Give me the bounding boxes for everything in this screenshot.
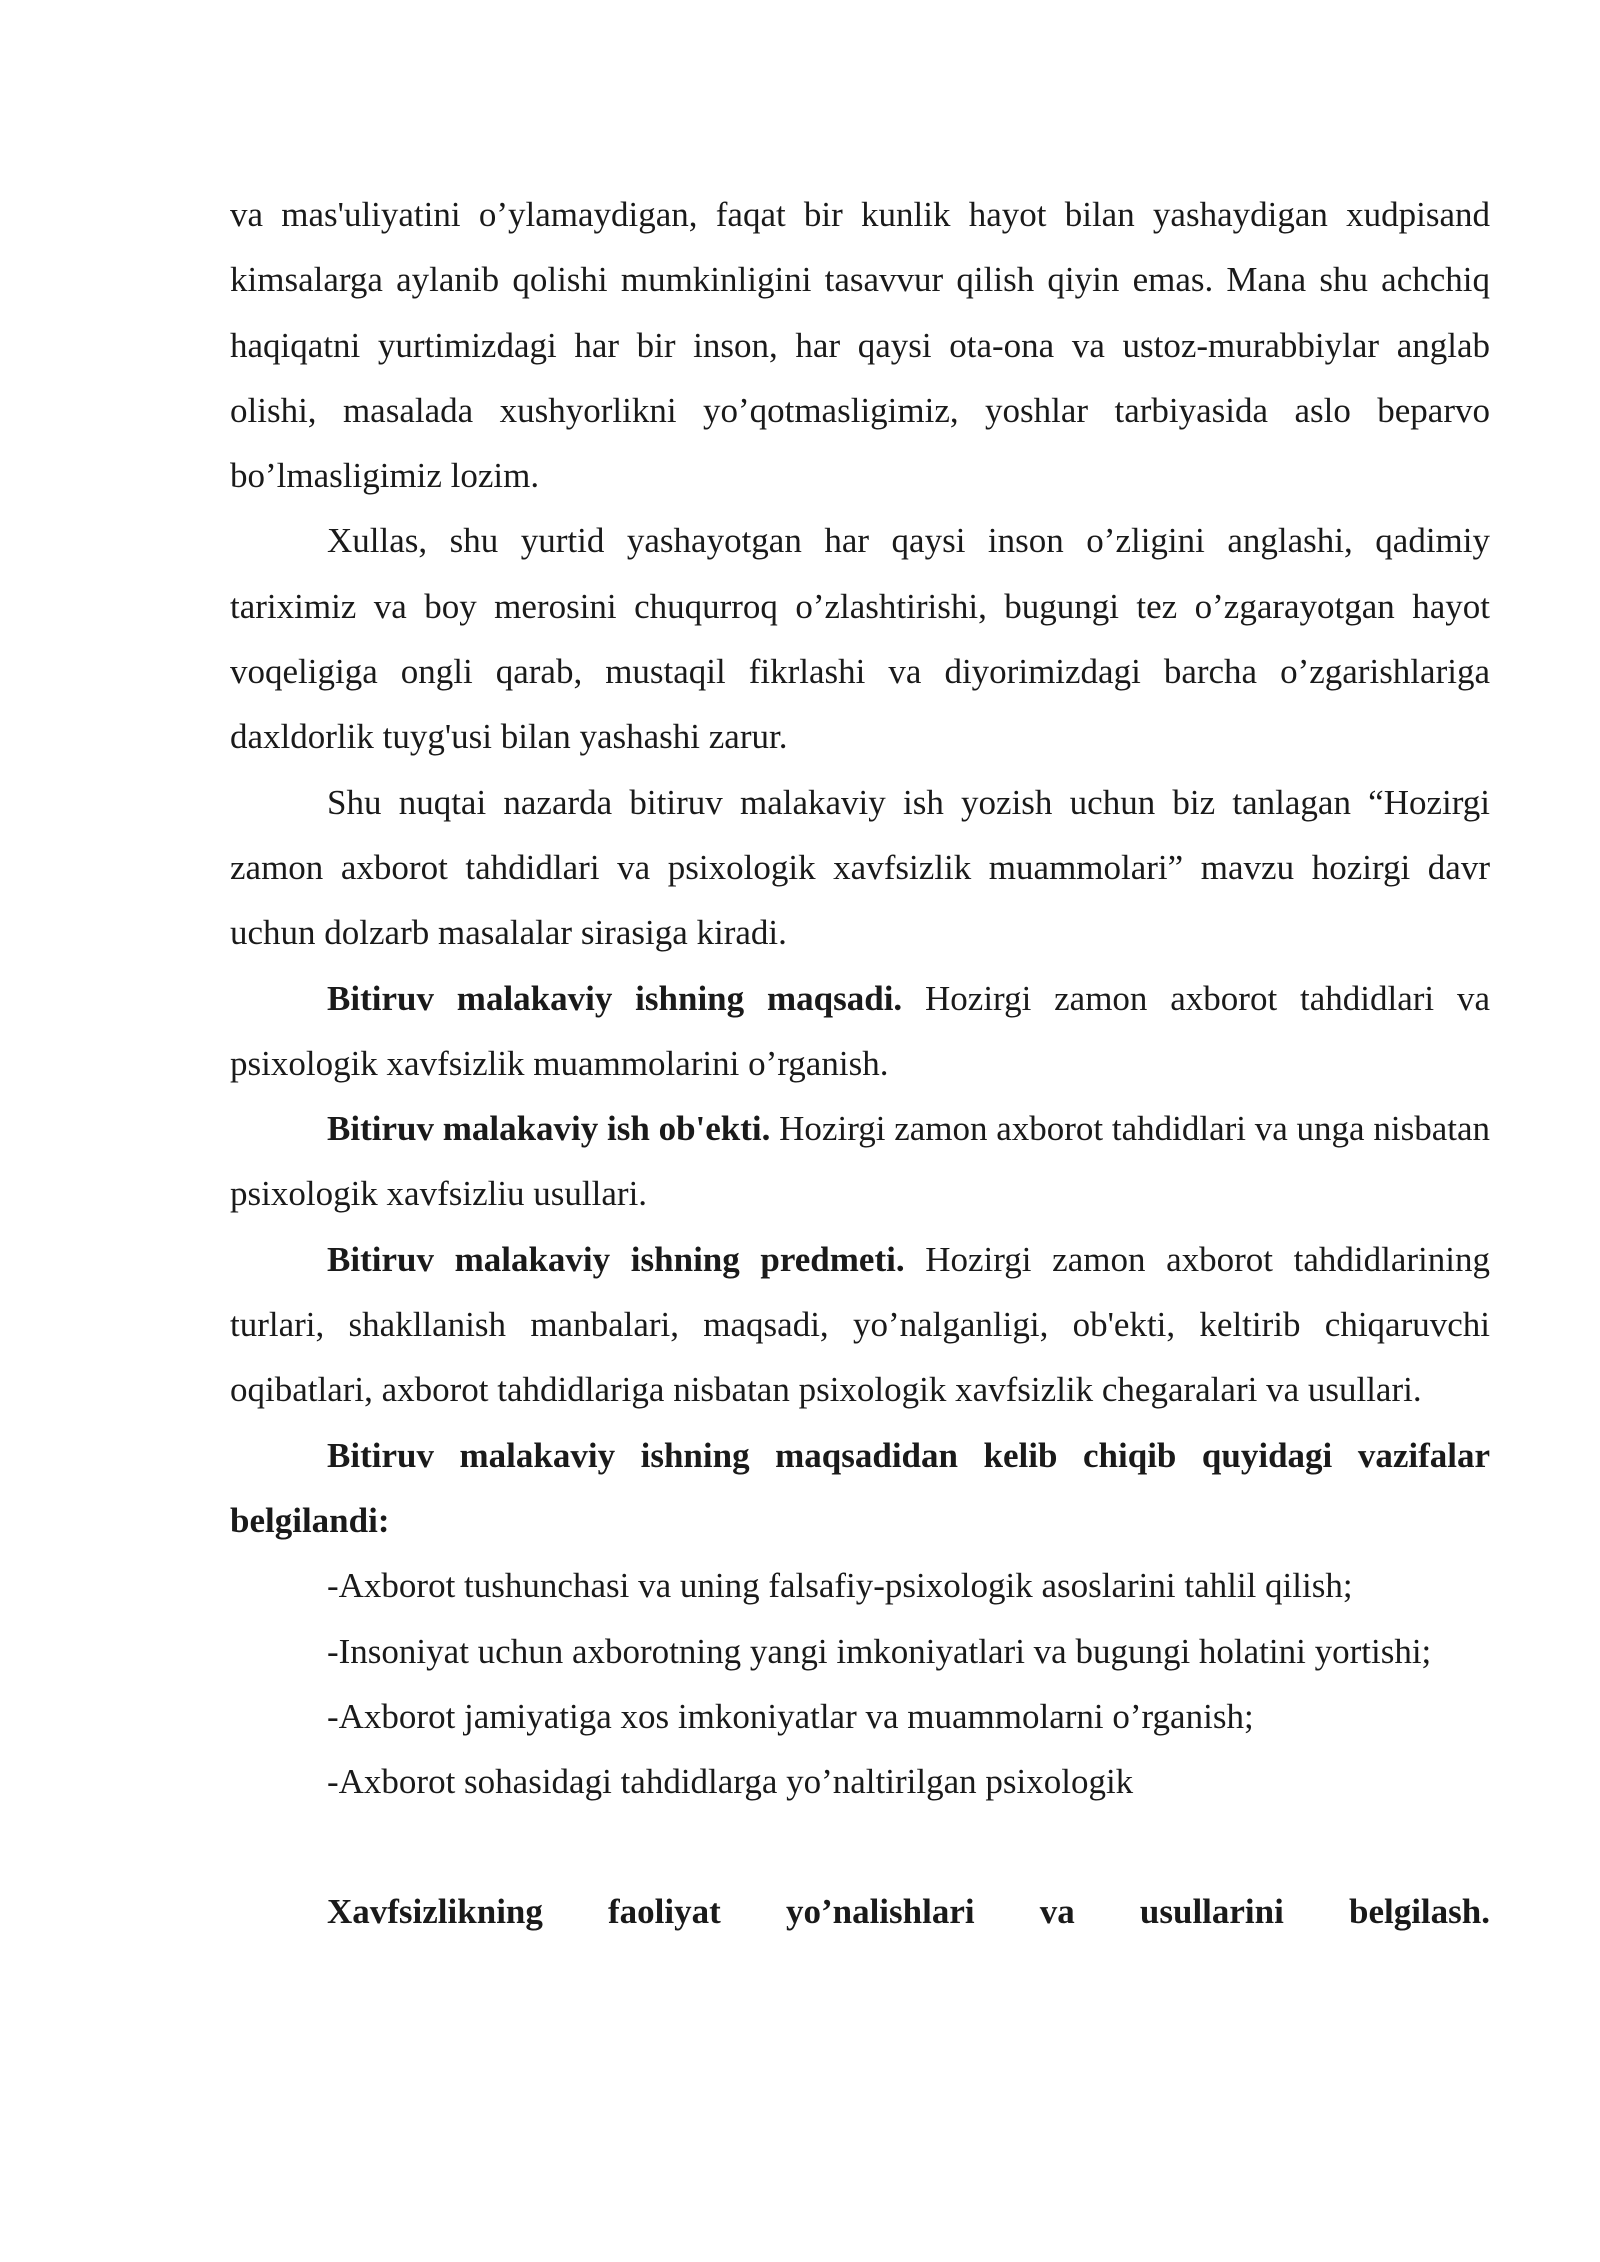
subject-label: Bitiruv malakaviy ishning predmeti. xyxy=(327,1239,905,1279)
document-page xyxy=(230,182,1490,1945)
goal-text: Hozirgi zamon axborot tahdidlari va psixologik xavfsizlik muammolarini o’rganish. xyxy=(230,978,1490,1083)
subject-text: Hozirgi zamon axborot tahdidlarining turlari, shakllanish manbalari, maqsadi, yo’nalganligi, ob'ekti, keltirib chiqaruvchi oqibatlari, axborot tahdidlariga nisbatan psixologik xavfsizlik chegaralari va usullari. xyxy=(230,1239,1490,1410)
tasks-heading: Bitiruv malakaviy ishning maqsadidan kelib chiqib quyidagi vazifalar belgilandi: xyxy=(230,1435,1490,1540)
object-label: Bitiruv malakaviy ish ob'ekti. xyxy=(327,1109,771,1149)
task-item: -Axborot tushunchasi va uning falsafiy-psixologik asoslarini tahlil qilish; xyxy=(327,1566,1353,1606)
paragraph-goal xyxy=(230,966,1490,1097)
object-text: Hozirgi zamon axborot tahdidlari va unga nisbatan psixologik xavfsizliu usullari. xyxy=(230,1109,1490,1214)
paragraph-identity: Xullas, shu yurtid yashayotgan har qaysi inson o’zligini anglashi, qadimiy tariximiz va boy merosini chuqurroq o’zlashtirishi, bugungi tez o’zgarayotgan hayot voqeligiga ongli qarab, mustaqil fikrlashi va diyorimizdagi barcha o’zgarishlariga daxldorlik tuyg'usi bilan yashashi zarur. xyxy=(230,521,1490,757)
paragraph-topic-relevance: Shu nuqtai nazarda bitiruv malakaviy ish yozish uchun biz tanlagan “Hozirgi zamon axborot tahdidlari va psixologik xavfsizlik muammolari” mavzu hozirgi davr uchun dolzarb masalalar sirasiga kiradi. xyxy=(230,782,1490,953)
task-item: -Axborot jamiyatiga xos imkoniyatlar va muammolarni o’rganish; xyxy=(327,1696,1254,1736)
task-item: -Axborot sohasidagi tahdidlarga yo’naltirilgan psixologik xyxy=(327,1762,1134,1802)
section-heading: Xavfsizlikning faoliyat yo’nalishlari va usullarini belgilash. xyxy=(327,1892,1490,1932)
paragraph-responsibility: va mas'uliyatini o’ylamaydigan, faqat bir kunlik hayot bilan yashaydigan xudpisand kimsalarga aylanib qolishi mumkinligini tasavvur qilish qiyin emas. Mana shu achchiq haqiqatni yurtimizdagi har bir inson, har qaysi ota-ona va ustoz-murabbiylar anglab olishi, masalada xushyorlikni yo’qotmasligimiz, yoshlar tarbiyasida aslo beparvo bo’lmasligimiz lozim. xyxy=(230,195,1490,496)
paragraph-subject xyxy=(230,1227,1490,1423)
paragraph-object xyxy=(230,1096,1490,1227)
blank-line xyxy=(230,1814,1490,1879)
goal-label: Bitiruv malakaviy ishning maqsadi. xyxy=(327,978,903,1018)
task-item: -Insoniyat uchun axborotning yangi imkoniyatlari va bugungi holatini yortishi; xyxy=(327,1631,1432,1671)
